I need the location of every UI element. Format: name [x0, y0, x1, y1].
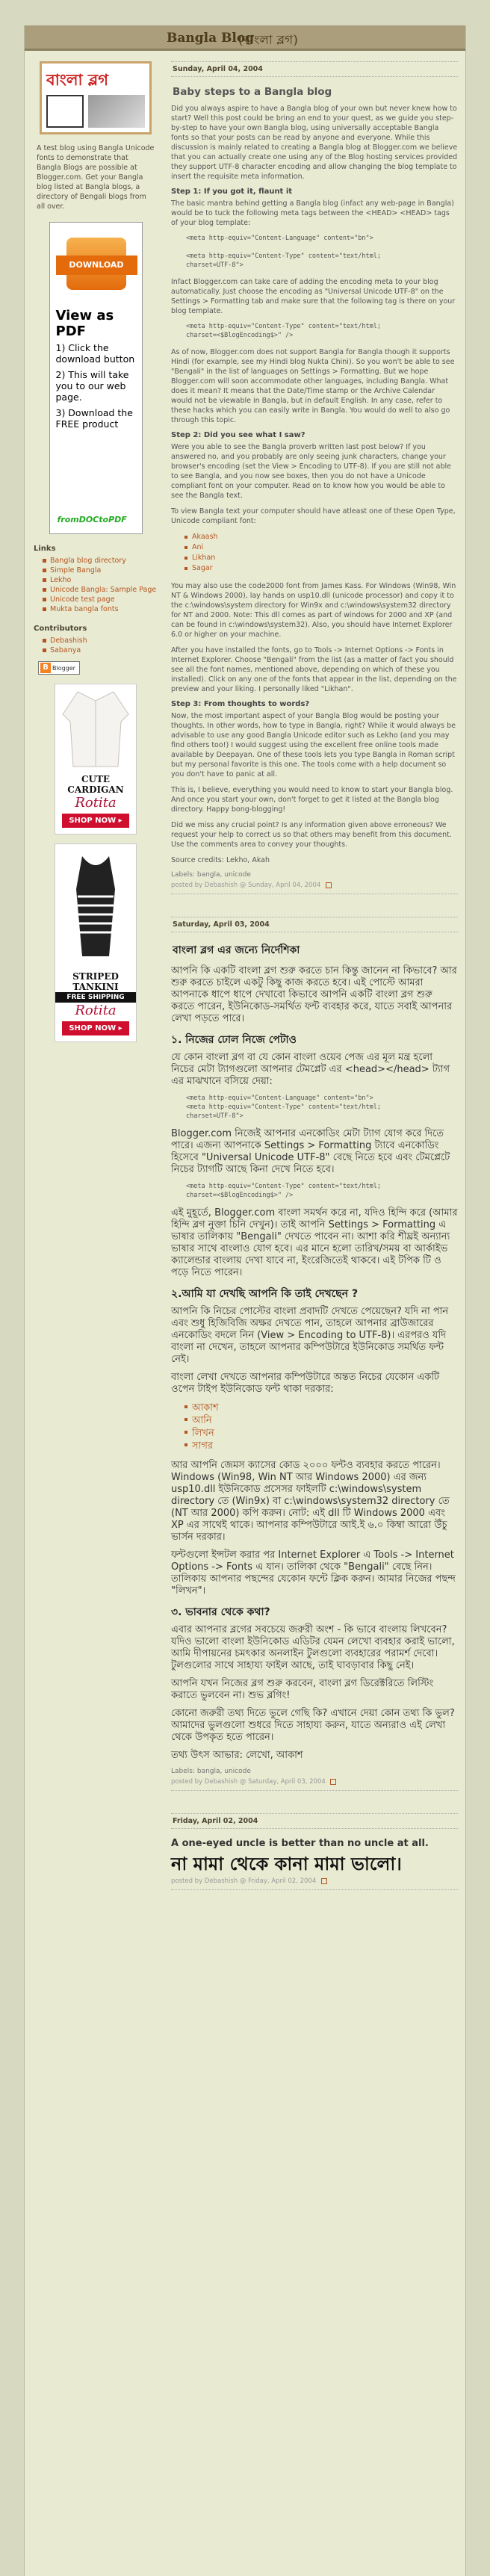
- post-paragraph: ফন্টগুলো ইন্সটল করার পর Internet Explorer এ Tools -> Internet Options -> Fonts এ যান। তালিকা থেকে "Bengali" বেছে নিন। তালিকায় আপনার পছন্দের যেকোন ফন্টে ক্লিক করুন। আমার নিজের পছন্দ "লিখন"।: [171, 1549, 456, 1597]
- free-shipping-banner: FREE SHIPPING: [55, 992, 136, 1003]
- step-heading: Step 3: From thoughts to words?: [171, 700, 310, 708]
- post-proverb: [171, 1813, 458, 1890]
- pdf-step: 1) Click the download button: [55, 342, 135, 365]
- contributors-list: [43, 636, 159, 655]
- post-paragraph: This is, I believe, everything you would need to know to start your Bangla blog. And once you start your own, don't forget to get it listed at the Bangla blog directory. Happy bong-blogging!: [171, 786, 453, 814]
- pdf-brand: fromDOCtoPDF: [57, 515, 127, 524]
- rotita-logo: Rotita: [75, 795, 117, 811]
- posted-by[interactable]: posted by Debashish @ Saturday, April 03, 2004: [171, 1778, 326, 1786]
- post-labels[interactable]: Labels: bangla, unicode: [171, 871, 251, 879]
- sidebar: [32, 61, 159, 1042]
- font-link-likhan[interactable]: Likhan: [184, 553, 458, 563]
- post-paragraph: এবার আপনার ব্লগের সবচেয়ে জরুরী অংশ - কি ভাবে বাংলায় লিখবেন? যদিও ভালো বাংলা ইউনিকোড এডিটর যেমন লেখো ব্যবহার করাই ভালো, আমি দীপায়নের চমৎকার অনলাইন টুলগুলো ব্যবহারের পরামর্শ দেবো। টুলগুলোর সাথে সাহায্য ফাইল আছে, তাই ঘাবড়াবার কিছু নেই।: [171, 1624, 455, 1671]
- post-paragraph: আপনি কি একটি বাংলা ব্লগ শুরু করতে চান কিন্তু জানেন না কিভাবে? আর শুরু করতে চাইলে একটু কিছু কাজ করতে হবে। এই পোস্টে আমরা আপনাকে ধাপে ধাপে দেখাবো কিভাবে আপনি একটি বাংলা ব্লগ শুরু করতে পারেন, ইউনিকোড-সমর্থিত ফন্ট ব্যবহার করে, যাতে সবাই আপনার লেখা পড়তে পারে।: [171, 965, 457, 1024]
- post-paragraph: Blogger.com নিজেই আপনার এনকোডিং মেটা ট্যাগ যোগ করে দিতে পারে। এজন্য আপনাকে Settings > Formatting ট্যাবে এনকোডিং হিসেবে "Universal Unicode UTF-8" বেছে নিতে হবে এবং টেমপ্লেটে নিচের ট্যাগটি আছে কিনা দেখে নিতে হবে।: [171, 1128, 450, 1175]
- date-header: Sunday, April 04, 2004: [171, 61, 458, 77]
- post-paragraph: আপনি কি নিচের পোস্টের বাংলা প্রবাদটি দেখতে পেয়েছেন? যদি না পান এবং শুধু হিজিবিজি অক্ষর দেখতে পান, তাহলে আপনার ব্রাউজারের এনকোডিং বদলে নিন (View > Encoding to UTF-8)। এরপরও যদি বাংলা না দেখেন, তাহলে আপনার কম্পিউটারে ইউনিকোড সমর্থিত ফন্ট নেই।: [171, 1306, 449, 1365]
- post-paragraph: You may also use the code2000 font from James Kass. For Windows (Win98, Win NT & Windows 2000), lay hands on usp10.dll (unicode processor) and copy it to the c:\windows\system directory for Win9x and c:\windows\system32 directory for NT and 2000. Note: This dll comes as part of windows for 2000 and XP (and can be found in c:\windows\system32). Also, you should have Internet Explorer 6.0 or higher on your machine.: [171, 582, 456, 639]
- post-footer: [171, 1877, 458, 1890]
- profile-image: [40, 61, 152, 134]
- font-link-akash[interactable]: আকাশ: [184, 1402, 458, 1414]
- post-english: [171, 61, 458, 894]
- code-block: <meta http-equiv="Content-Language" content="bn"> <meta http-equiv="Content-Type" content="text/html; charset=UTF-8">: [186, 1095, 381, 1120]
- post-paragraph: আর আপনি জেমস ক্যাসের কোড ২০০০ ফন্টও ব্যবহার করতে পারেন। Windows (Win98, Win NT আর Windows 2000) এর জন্য usp10.dll ইউনিকোড প্রসেসর ফাইলটি c:\windows\system directory তে (Win9x) বা c:\windows\system32 directory তে (NT আর 2000) কপি করুন। নোট: এই dll টি Windows 2000 এবং XP এর সাথেই থাকে। আপনার কম্পিউটারে আই.ই ৬.০ কিম্বা আরো উঁচু ভার্সন দরকার।: [171, 1460, 450, 1543]
- link-mukta-bangla-fonts[interactable]: Mukta bangla fonts: [43, 604, 159, 614]
- posted-by[interactable]: posted by Debashish @ Friday, April 02, 2004: [171, 1877, 317, 1885]
- source-credits: Source credits: Lekho, Akah: [171, 856, 270, 864]
- tankini-image: [55, 844, 136, 971]
- email-post-icon[interactable]: [321, 1878, 327, 1884]
- post-footer: [171, 882, 458, 894]
- post-paragraph: এই মুহূর্তে, Blogger.com বাংলা সমর্থন করে না, যদিও হিন্দি করে (আমার হিন্দি ব্লগ নুক্তা চিনি দেখুন)। তাই আপনি Settings > Formatting এ ভাষার তালিকায় "Bengali" দেখতে পাবেন না। আশা করি শীঘ্রই অন্যান্য ভাষার সাথে বাংলাও যোগ হবে। এর মানে হলো তারিখ/সময় বা আর্কাইভ ক্যালেন্ডার বাংলায় দেখা যাবে না, ইংরেজিতেই থাকবে। এই টপিক টি ও পড়ে নিতে পারেন।: [171, 1207, 458, 1278]
- pdf-step: 3) Download the FREE product: [55, 407, 133, 430]
- step-heading: Step 2: Did you see what I saw?: [171, 431, 306, 439]
- font-link-likhan[interactable]: লিখন: [184, 1427, 458, 1440]
- profile-photo: [88, 95, 145, 128]
- email-post-icon[interactable]: [326, 882, 332, 888]
- blog-title[interactable]: Bangla Blog: [167, 31, 255, 46]
- post-paragraph: As of now, Blogger.com does not support Bangla for Bangla though it supports Hindi (for example, see my Hindi blog Nukta Chini). So you won't be able to see "Bengali" in the list of languages on Settings > Formatting. But we hope Blogger.com will soon accommodate other languages, including Bangla. What does it mean? It means that the Date/Time stamp or the Archive Calendar would not be viewable in Bangla, but in default English. In any case, refer to these hacks which you can easily write in Bangla. You would do well to also go through this topic.: [171, 348, 455, 424]
- post-title[interactable]: Baby steps to a Bangla blog: [173, 86, 332, 98]
- main-content: [171, 61, 458, 1913]
- post-title[interactable]: A one-eyed uncle is better than no uncle at all.: [171, 1838, 429, 1849]
- font-list: [184, 1402, 458, 1452]
- step-heading: Step 1: If you got it, flaunt it: [171, 188, 293, 196]
- font-link-akaash[interactable]: Akaash: [184, 532, 458, 542]
- post-bengali: [171, 917, 458, 1791]
- post-paragraph: Now, the most important aspect of your Bangla Blog would be posting your thoughts. In other words, how to type in Bangla, right? While it would always be advisable to use any good Bangla Unicode editor such as Lekho (and you may find others too!) I would suggest using the excellent free online tools made available by Deepayan. One of these tools lets you type Bangla in Roman script but my personal favorite is this one. The tools come with a help document so you don't have to panic at all.: [171, 712, 456, 778]
- code-block: <meta http-equiv="Content-Type" content="text/html; charset=<$BlogEncoding$>" />: [186, 323, 381, 339]
- tankini-caption: STRIPED TANKINI: [72, 971, 119, 992]
- posted-by[interactable]: posted by Debashish @ Sunday, April 04, 2004: [171, 882, 321, 889]
- post-paragraph: কোনো জরুরী তথ্য দিতে ভুলে গেছি কি? এখানে দেয়া কোন তথ্য কি ভুল? আমাদের ভুলগুলো শুধরে দিতে সাহায্য করুন, যাতে অন্যরাও এই লেখা থেকে উপকৃত হতে পারেন।: [171, 1708, 455, 1743]
- tankini-advertisement[interactable]: [55, 843, 137, 1042]
- post-paragraph: Did we miss any crucial point? Is any information given above erroneous? We request your help to correct us so that others may benefit from this document. Use the comments area to convey your thoughts.: [171, 821, 452, 849]
- cardigan-advertisement[interactable]: [55, 684, 137, 835]
- link-simple-bangla[interactable]: Simple Bangla: [43, 566, 159, 575]
- powered-by-blogger-badge[interactable]: [38, 661, 80, 675]
- blog-title-bengali: (বাংলা ব্লগ): [238, 33, 298, 48]
- cardigan-image: [55, 684, 136, 774]
- date-header: Saturday, April 03, 2004: [171, 917, 458, 932]
- post-paragraph: আপনি যখন নিজের ব্লগ শুরু করবেন, বাংলা ব্লগ ডিরেক্টরিতে লিস্টিং করাতে ভুলবেন না। শুভ ব্লগিং!: [171, 1678, 434, 1701]
- step-heading: ১. নিজের ঢোল নিজে পেটাও: [171, 1034, 297, 1046]
- post-paragraph: After you have installed the fonts, go to Tools -> Internet Options -> Fonts in Internet Explorer. Choose "Bengali" from the list (as a matter of fact you should see all the font names, mentioned above, depending on which of these you installed). Click on any one of the fonts that appear in the list, depending on the preview and your liking. I personally liked "Likhan".: [171, 646, 457, 693]
- step-heading: ২.আমি যা দেখছি আপনি কি তাই দেখছেন ?: [171, 1288, 359, 1300]
- shop-now-button[interactable]: SHOP NOW ▸: [62, 1021, 129, 1035]
- blog-header: [25, 25, 465, 51]
- post-paragraph: বাংলা লেখা দেখতে আপনার কম্পিউটারে অন্তত নিচের যেকোন একটি ওপেন টাইপ ইউনিকোড ফন্ট থাকা দরকার:: [171, 1372, 440, 1395]
- download-button[interactable]: DOWNLOAD: [56, 256, 137, 275]
- blogger-badge-label: Blogger: [52, 664, 75, 672]
- links-heading: Links: [34, 545, 56, 553]
- rotita-logo: Rotita: [75, 1003, 117, 1018]
- link-lekho[interactable]: Lekho: [43, 575, 159, 585]
- link-unicode-test-page[interactable]: Unicode test page: [43, 595, 159, 604]
- post-paragraph: Were you able to see the Bangla proverb written last post below? If you answered no, and you probably are only seeing junk characters, change your browser's encoding (set the View > Encoding to UTF-8). If you are still not able to see Bangla, and you now see boxes, then you do not have a Unicode compliant font on your computer. Read on to know how you would be able to see the Bangla text.: [171, 443, 451, 500]
- pdf-advertisement[interactable]: [49, 222, 143, 534]
- post-paragraph: The basic mantra behind getting a Bangla blog (infact any web-page in Bangla) would be to tuck the following meta tags between the <HEAD> <HEAD> tags of your blog template:: [171, 199, 454, 227]
- code-block: <meta http-equiv="Content-Type" content="text/html; charset=<$BlogEncoding$>" />: [186, 1183, 381, 1199]
- post-paragraph: Infact Blogger.com can take care of adding the encoding meta to your blog automatically. Just choose the encoding as "Universal Unicode UTF-8" on the Settings > Formatting tab and make sure that the following tag is there on your blog template.: [171, 278, 456, 315]
- post-labels[interactable]: Labels: bangla, unicode: [171, 1768, 251, 1775]
- post-paragraph: To view Bangla text your computer should have atleast one of these Open Type, Unicode compliant font:: [171, 507, 456, 525]
- profile-image-text: বাংলা ব্লগ: [46, 71, 108, 89]
- link-bangla-blog-directory[interactable]: Bangla blog directory: [43, 556, 159, 566]
- source-credits: তথ্য উৎস আভার: লেখো, আকাশ: [171, 1750, 303, 1761]
- post-paragraph: যে কোন বাংলা ব্লগ বা যে কোন বাংলা ওয়েব পেজ এর মূল মন্ত্র হলো নিচের মেটা ট্যাগগুলো আপনার টেমপ্লেট এর <head></head> ট্যাগ এর মাঝখানে বসিয়ে দেয়া:: [171, 1052, 450, 1087]
- book-icon: [46, 95, 84, 128]
- contributor-debashish[interactable]: Debashish: [43, 636, 159, 645]
- view-as-pdf-heading: View as PDF: [55, 308, 114, 339]
- links-list: [43, 556, 159, 614]
- page-frame: [24, 25, 466, 2576]
- proverb-text: না মামা থেকে কানা মামা ভালো।: [171, 1854, 402, 1874]
- cardigan-caption: CUTE CARDIGAN: [67, 774, 124, 795]
- post-title[interactable]: বাংলা ব্লগ এর জন্যে নির্দেশিকা: [173, 944, 300, 956]
- pdf-step: 2) This will take you to our web page.: [55, 369, 129, 403]
- link-unicode-bangla-sample[interactable]: Unicode Bangla: Sample Page: [43, 585, 159, 595]
- email-post-icon[interactable]: [330, 1779, 336, 1785]
- contributors-heading: Contributors: [34, 625, 87, 633]
- contributor-sabanya[interactable]: Sabanya: [43, 645, 159, 655]
- font-link-sagar[interactable]: Sagar: [184, 563, 458, 574]
- font-link-ani[interactable]: আনি: [184, 1414, 458, 1427]
- pdf-steps: [56, 342, 138, 434]
- step-heading: ৩. ভাবনার থেকে কথা?: [171, 1606, 270, 1618]
- font-link-ani[interactable]: Ani: [184, 542, 458, 553]
- font-list: [184, 532, 458, 574]
- code-block: <meta http-equiv="Content-Language" content="bn"> <meta http-equiv="Content-Type" content="text/html; charset=UTF-8">: [186, 235, 381, 269]
- blogger-logo-icon: B: [40, 663, 51, 673]
- post-paragraph: Did you always aspire to have a Bangla blog of your own but never knew how to start? Well this post could be bring an end to your quest, as we guide you step-by-step to have your own Bangla blog, using universally acceptable Bangla fonts so that your posts can be read by anyone and everyone. While this discussion is mainly related to creating a Bangla blog at Blogger.com we believe that you can actually create one using any of the Blog hosting services provided they support UTF-8 character encoding and allow changing the blog template to insert the requisite meta information.: [171, 105, 458, 181]
- sidebar-intro: A test blog using Bangla Unicode fonts to demonstrate that Bangla Blogs are possible at Blogger.com. Get your Bangla blog listed at Bangla blogs, a directory of Bengali blogs from all over.: [37, 144, 155, 211]
- date-header: Friday, April 02, 2004: [171, 1813, 458, 1829]
- post-footer: [171, 1778, 458, 1791]
- shop-now-button[interactable]: SHOP NOW ▸: [62, 814, 129, 828]
- font-link-sagar[interactable]: সাগর: [184, 1440, 458, 1452]
